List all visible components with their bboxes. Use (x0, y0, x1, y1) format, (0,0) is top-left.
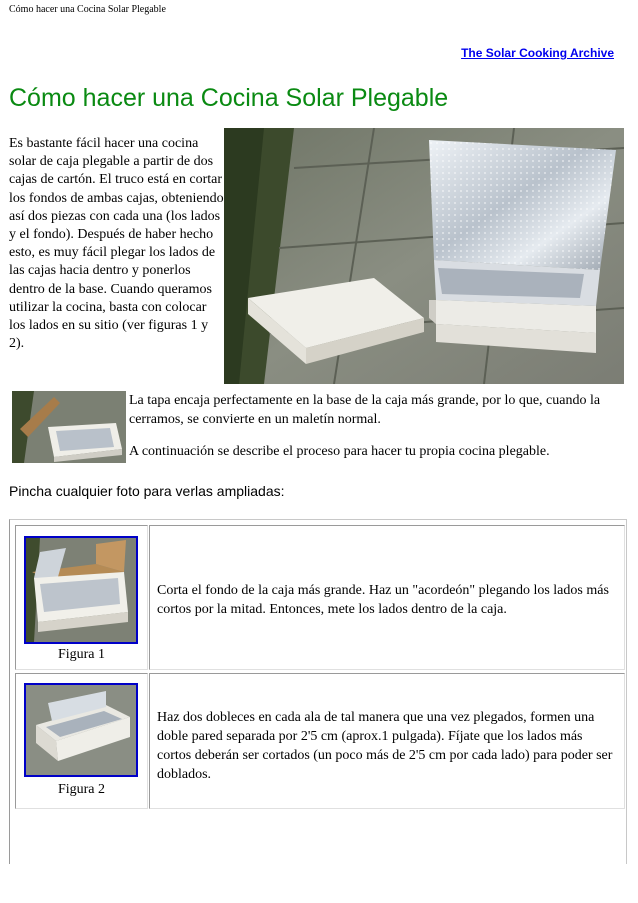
intro-paragraph: Es bastante fácil hacer una cocina solar de caja plegable a partir de dos cajas de cartón. El truco está en cortar los fondos de ambas cajas, obteniendo así dos piezas con cada una (los lados y el fondo). Después de haber hecho esto, es muy fácil plegar los lados de las cajas hacia dentro y ponerlos dentro de la base. Cuando queramos utilizar la cocina, basta con colocar los lados en su sitio (ver figuras 1 y 2). (9, 136, 224, 352)
folded-case-photo[interactable] (12, 391, 126, 463)
process-description: A continuación se describe el proceso para hacer tu propia cocina plegable. (129, 444, 550, 459)
page-title: Cómo hacer una Cocina Solar Plegable (9, 84, 449, 112)
step-2-cell (149, 673, 625, 809)
figure-1-photo[interactable] (24, 536, 138, 644)
click-photo-note: Pincha cualquier foto para verlas ampliadas: (9, 483, 285, 499)
figure-1-label: Figura 1 (57, 647, 106, 662)
figure-2-cell (15, 673, 148, 809)
document-header-title: Cómo hacer una Cocina Solar Plegable (9, 4, 166, 15)
figure-2-photo[interactable] (24, 683, 138, 777)
solar-cooking-archive-link[interactable]: The Solar Cooking Archive (461, 46, 614, 60)
figure-2-label: Figura 2 (57, 782, 106, 797)
step-1-cell (149, 525, 625, 670)
step-2-text: Haz dos dobleces en cada ala de tal manera que una vez plegados, formen una doble pared separada por 2'5 cm (aprox.1 pulgada). Fíjate que los lados más cortos deberán ser cortados (un poco más de 2'5 cm por cada lado) para poder ser doblados. (157, 710, 613, 782)
lid-description: La tapa encaja perfectamente en la base de la caja más grande, por lo que, cuando la cerramos, se convierte en un maletín normal. (129, 393, 601, 427)
step-1-text: Corta el fondo de la caja más grande. Haz un "acordeón" plegando los lados más cortos por la mitad. Entonces, mete los lados dentro de la caja. (157, 583, 609, 617)
solar-cooker-photo[interactable] (224, 128, 624, 384)
figure-1-cell (15, 525, 148, 670)
